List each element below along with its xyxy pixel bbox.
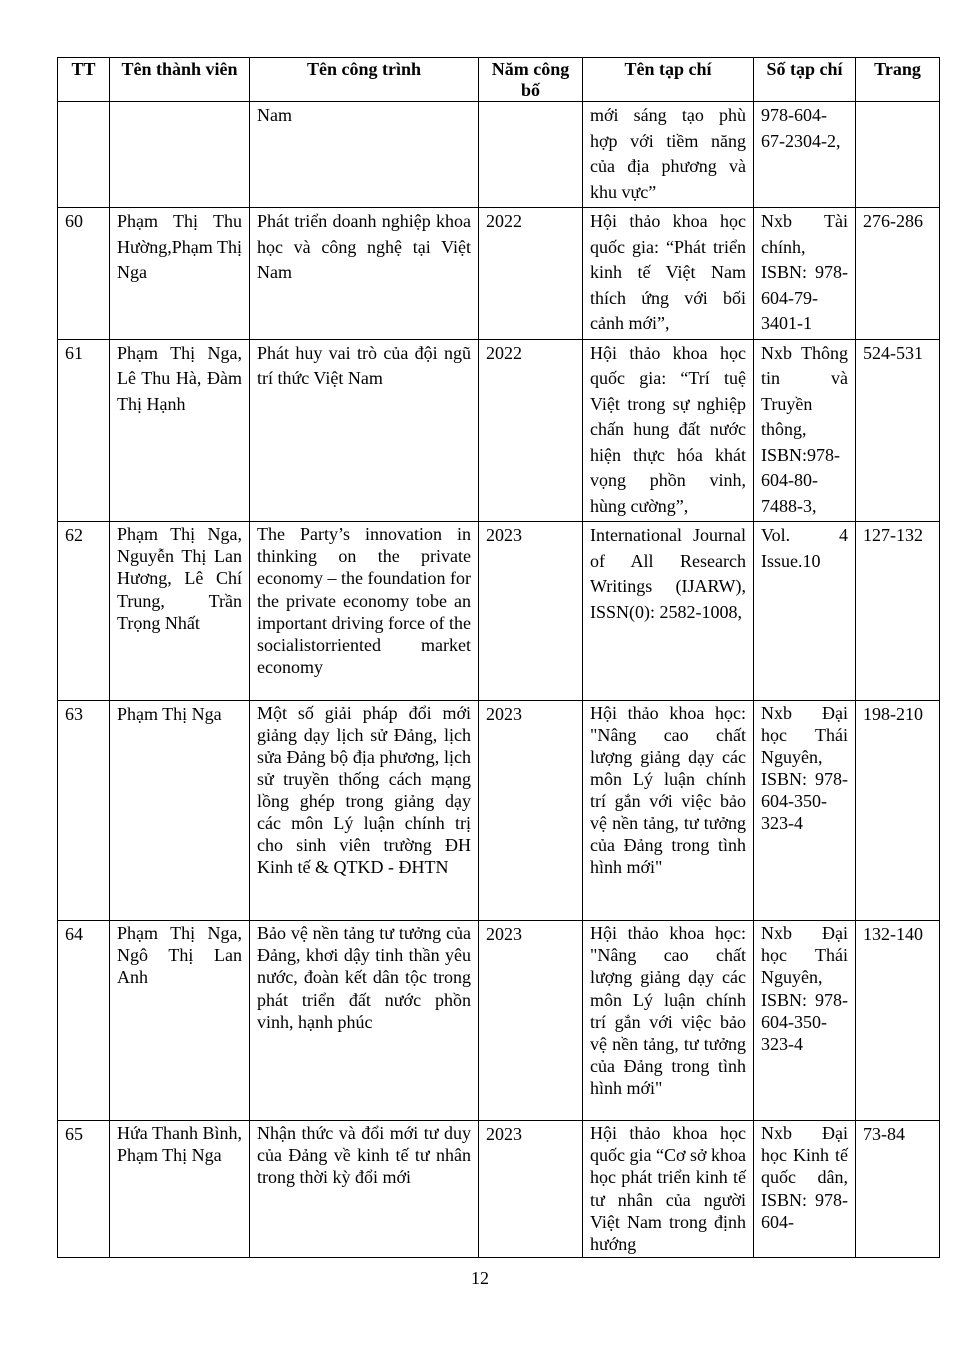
table-row (58, 921, 940, 1121)
cell-pages: 73-84 (856, 1121, 940, 1258)
cell-journal: Hội thảo khoa học: "Nâng cao chất lượng giảng dạy các môn Lý luận chính trí gắn với việc bảo vệ nền tảng, tư tưởng của Đảng trong tình hình mới" (583, 921, 754, 1121)
cell-work: Phát triển doanh nghiệp khoa học và công nghệ tại Việt Nam (250, 208, 479, 340)
cell-tt: 60 (58, 208, 110, 340)
cell-work: Nam (250, 102, 479, 208)
cell-work: The Party’s innovation in thinking on the private economy – the foundation for the private economy tobe an important driving force of the socialistorriented market economy (250, 522, 479, 701)
cell-tt (58, 102, 110, 208)
cell-tt: 61 (58, 339, 110, 522)
publications-table (57, 57, 940, 1258)
cell-work: Một số giải pháp đổi mới giảng dạy lịch sử Đảng, lịch sửa Đảng bộ địa phương, lịch sử truyền thống cách mạng lồng ghép trong giảng dạy các môn Lý luận chính trị cho sinh viên trường ĐH Kinh tế & QTKD - ĐHTN (250, 701, 479, 921)
header-members: Tên thành viên (110, 58, 250, 102)
cell-members (110, 102, 250, 208)
cell-journal: International Journal of All Research Writings (IJARW), ISSN(0): 2582-1008, (583, 522, 754, 701)
cell-journal: Hội thảo khoa học quốc gia: “Trí tuệ Việt trong sự nghiệp chấn hung đất nước hiện thực hóa khát vọng phồn vinh, hùng cường”, (583, 339, 754, 522)
header-work: Tên công trình (250, 58, 479, 102)
cell-tt: 65 (58, 1121, 110, 1258)
cell-journal: Hội thảo khoa học quốc gia “Cơ sở khoa học phát triển kinh tế tư nhân của người Việt Nam trong định hướng (583, 1121, 754, 1258)
cell-issue: 978-604-67-2304-2, (754, 102, 856, 208)
table-row (58, 701, 940, 921)
cell-year: 2022 (479, 339, 583, 522)
cell-work: Bảo vệ nền tảng tư tưởng của Đảng, khơi dậy tinh thần yêu nước, đoàn kết dân tộc trong phát triển đất nước phồn vinh, hạnh phúc (250, 921, 479, 1121)
cell-members: Phạm Thị Nga, Nguyễn Thị Lan Hương, Lê Chí Trung, Trần Trọng Nhất (110, 522, 250, 701)
header-pages: Trang (856, 58, 940, 102)
cell-issue: Nxb Tài chính, ISBN: 978-604-79-3401-1 (754, 208, 856, 340)
header-tt: TT (58, 58, 110, 102)
cell-members: Phạm Thị Nga, Ngô Thị Lan Anh (110, 921, 250, 1121)
table-row (58, 208, 940, 340)
cell-members: Phạm Thị Thu Hường,Phạm Thị Nga (110, 208, 250, 340)
cell-issue: Nxb Đại học Thái Nguyên, ISBN: 978-604-350-323-4 (754, 921, 856, 1121)
cell-year (479, 102, 583, 208)
page-number: 12 (471, 1268, 489, 1288)
cell-year: 2023 (479, 1121, 583, 1258)
cell-tt: 62 (58, 522, 110, 701)
cell-pages (856, 102, 940, 208)
cell-pages: 127-132 (856, 522, 940, 701)
cell-journal: mới sáng tạo phù hợp với tiềm năng của địa phương và khu vực” (583, 102, 754, 208)
cell-journal: Hội thảo khoa học quốc gia: “Phát triển kinh tế Việt Nam thích ứng với bối cảnh mới”, (583, 208, 754, 340)
cell-pages: 132-140 (856, 921, 940, 1121)
cell-work: Phát huy vai trò của đội ngũ trí thức Việt Nam (250, 339, 479, 522)
cell-year: 2023 (479, 522, 583, 701)
table-row (58, 102, 940, 208)
table-row (58, 1121, 940, 1258)
header-issue: Số tạp chí (754, 58, 856, 102)
table-row (58, 339, 940, 522)
cell-pages: 276-286 (856, 208, 940, 340)
cell-members: Hứa Thanh Bình, Phạm Thị Nga (110, 1121, 250, 1258)
cell-tt: 64 (58, 921, 110, 1121)
cell-tt: 63 (58, 701, 110, 921)
header-row (58, 58, 940, 102)
cell-pages: 198-210 (856, 701, 940, 921)
cell-issue: Vol. 4 Issue.10 (754, 522, 856, 701)
cell-members: Phạm Thị Nga (110, 701, 250, 921)
cell-work: Nhận thức và đổi mới tư duy của Đảng về kinh tế tư nhân trong thời kỳ đổi mới (250, 1121, 479, 1258)
cell-issue: Nxb Thông tin và Truyền thông, ISBN:978-604-80-7488-3, (754, 339, 856, 522)
table-row (58, 522, 940, 701)
cell-members: Phạm Thị Nga, Lê Thu Hà, Đàm Thị Hạnh (110, 339, 250, 522)
header-year: Năm công bố (479, 58, 583, 102)
cell-year: 2023 (479, 921, 583, 1121)
cell-year: 2023 (479, 701, 583, 921)
cell-year: 2022 (479, 208, 583, 340)
cell-journal: Hội thảo khoa học: "Nâng cao chất lượng giảng dạy các môn Lý luận chính trí gắn với việc bảo vệ nền tảng, tư tưởng của Đảng trong tình hình mới" (583, 701, 754, 921)
header-journal: Tên tạp chí (583, 58, 754, 102)
cell-issue: Nxb Đại học Thái Nguyên, ISBN: 978-604-350-323-4 (754, 701, 856, 921)
cell-issue: Nxb Đại học Kinh tế quốc dân, ISBN: 978-604- (754, 1121, 856, 1258)
cell-pages: 524-531 (856, 339, 940, 522)
